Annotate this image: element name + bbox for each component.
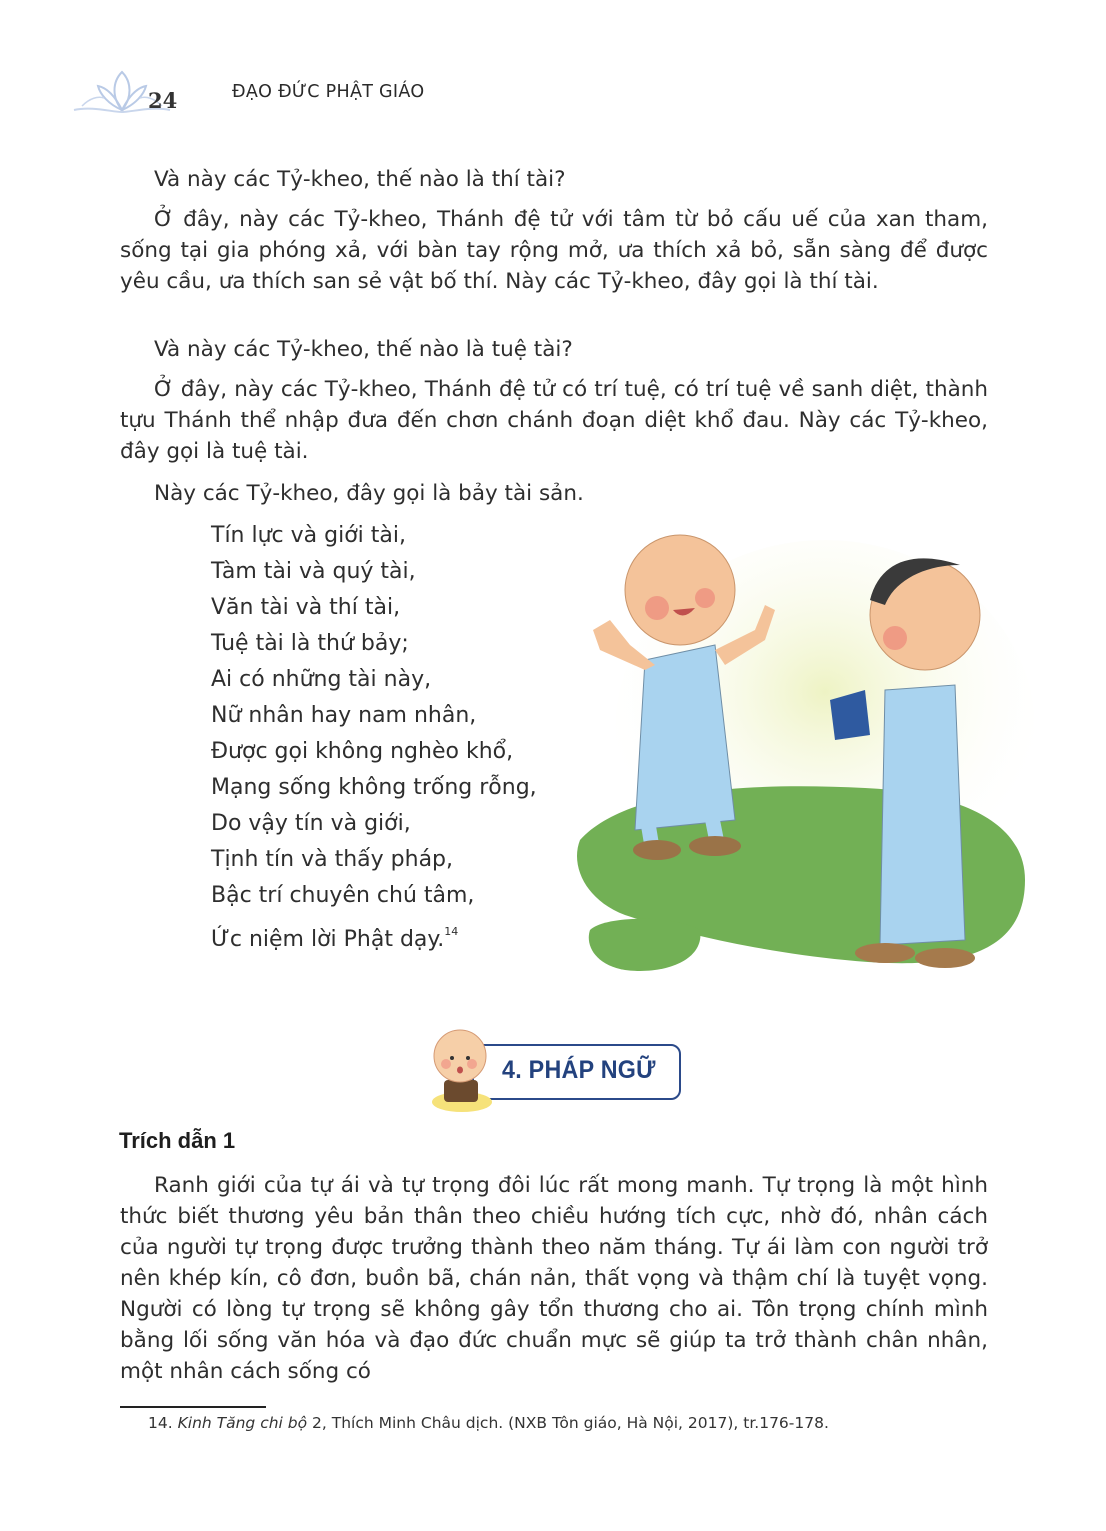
verse-line: Ai có những tài này, [211, 667, 432, 692]
verse-line: Nữ nhân hay nam nhân, [211, 703, 477, 728]
section-heading [420, 1010, 700, 1120]
verse [211, 518, 591, 950]
verse-line: Tín lực và giới tài, [211, 523, 406, 548]
verse-line: Tuệ tài là thứ bảy; [211, 631, 409, 656]
footnote [148, 1414, 829, 1432]
verse-line: Tịnh tín và thấy pháp, [211, 847, 454, 872]
verse-line: Được gọi không nghèo khổ, [211, 739, 514, 764]
quote-title: Trích dẫn 1 [119, 1128, 236, 1153]
illustration-monks [565, 520, 1045, 990]
paragraph: Ở đây, này các Tỷ-kheo, Thánh đệ tử với tâm từ bỏ cấu uế của xan tham, sống tại gia phóng xả, với bàn tay rộng mở, ưa thích xả bỏ, sẵn sàng để được yêu cầu, ưa thích san sẻ vật bố thí. Này các Tỷ-kheo, đây gọi là thí tài. [120, 207, 988, 294]
footnote-rest: 2, Thích Minh Châu dịch. (NXB Tôn giáo, Hà Nội, 2017), tr.176-178. [307, 1414, 829, 1432]
verse-line: Bậc trí chuyên chú tâm, [211, 883, 475, 908]
page-number: 24 [148, 88, 178, 113]
running-title: ĐẠO ĐỨC PHẬT GIÁO [232, 82, 425, 102]
footnote-ref[interactable]: 14 [444, 925, 459, 938]
paragraph: Và này các Tỷ-kheo, thế nào là thí tài? [154, 167, 566, 192]
verse-line: Do vậy tín và giới, [211, 811, 411, 836]
footnote-title: Kinh Tăng chi bộ [177, 1414, 308, 1432]
heading-box [472, 1044, 681, 1100]
verse-line: Văn tài và thí tài, [211, 595, 401, 620]
quote-paragraph: Ranh giới của tự ái và tự trọng đôi lúc rất mong manh. Tự trọng là một hình thức biết thương yêu bản thân theo chiều hướng tích cực, nhờ đó, nhân cách của người tự trọng được trưởng thành theo năm tháng. Tự ái làm con người trở nên khép kín, cô đơn, buồn bã, chán nản, thất vọng và thậm chí là tuyệt vọng. Người có lòng tự trọng sẽ không gây tổn thương cho ai. Tôn trọng chính mình bằng lối sống văn hóa và đạo đức chuẩn mực sẽ giúp ta trở thành chân nhân, một nhân cách sống có [120, 1173, 988, 1384]
paragraph: Này các Tỷ-kheo, đây gọi là bảy tài sản. [154, 481, 584, 506]
verse-line-last [211, 914, 591, 950]
footnote-divider [120, 1406, 266, 1408]
monk-reading-icon [422, 1020, 502, 1115]
verse-line-text: Ức niệm lời Phật dạy. [211, 927, 445, 952]
paragraph: Ở đây, này các Tỷ-kheo, Thánh đệ tử có trí tuệ, có trí tuệ về sanh diệt, thành tựu Thánh thể nhập đưa đến chơn chánh đoạn diệt khổ đau. Này các Tỷ-kheo, đây gọi là tuệ tài. [120, 377, 988, 464]
paragraph: Và này các Tỷ-kheo, thế nào là tuệ tài? [154, 337, 573, 362]
verse-line: Tàm tài và quý tài, [211, 559, 416, 584]
verse-line: Mạng sống không trống rỗng, [211, 775, 537, 800]
section-heading-text: 4. PHÁP NGỮ [502, 1056, 656, 1084]
page-header [62, 68, 582, 118]
footnote-number: 14. [148, 1414, 173, 1432]
